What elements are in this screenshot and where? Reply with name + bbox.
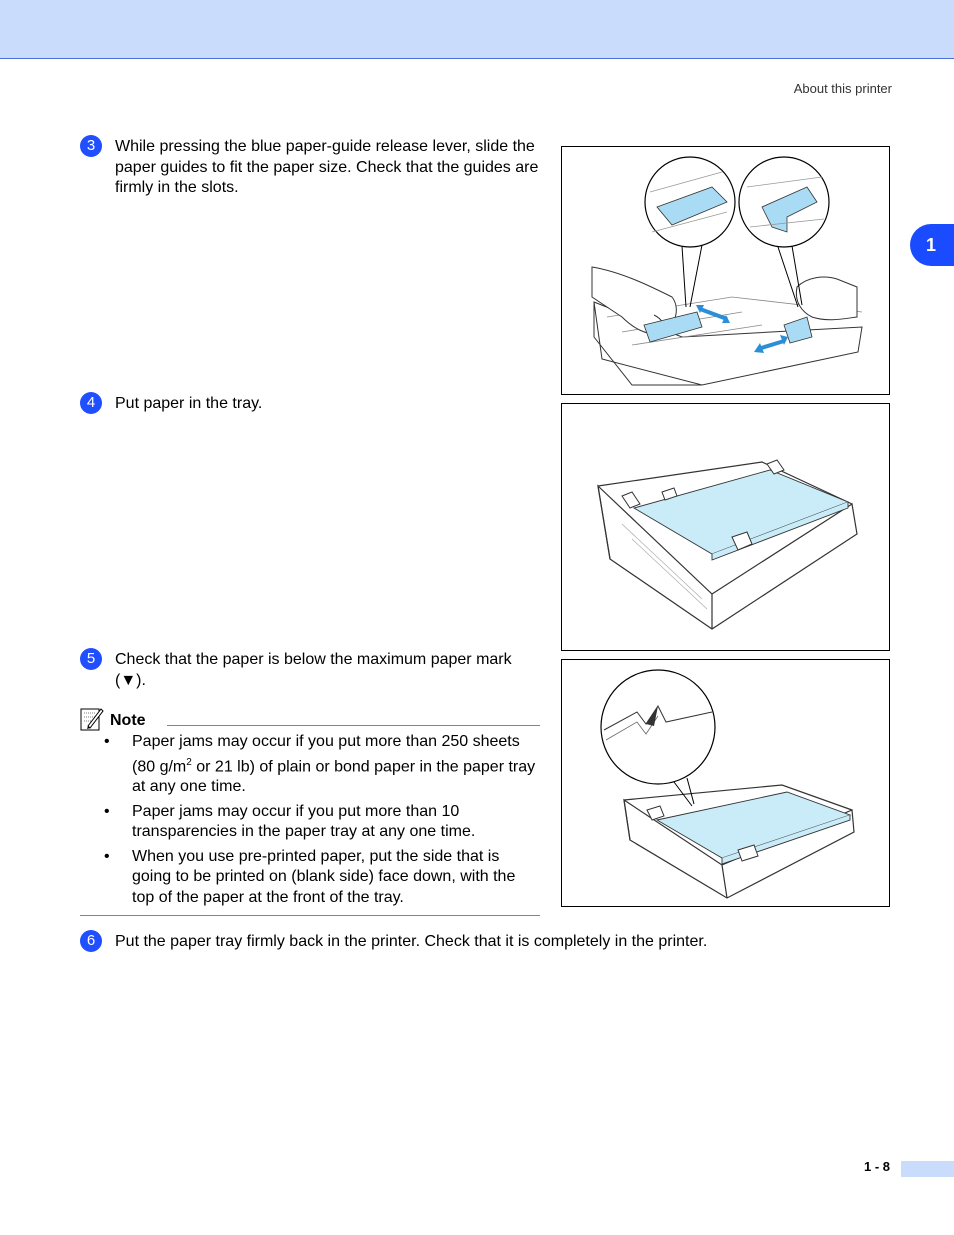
step-3-number: 3 [80,135,102,157]
note-label: Note [110,712,146,729]
step-6-text: Put the paper tray firmly back in the printer. Check that it is completely in the printer. [115,933,708,950]
note-end-rule [80,915,540,916]
note-rule [167,725,540,726]
running-head: About this printer [793,81,892,96]
step-3-text: While pressing the blue paper-guide release lever, slide the paper guides to fit the paper size. Check that the guides are firmly in the slots. [115,138,539,196]
paper-guide-figure [561,146,890,395]
header-band [0,0,954,59]
bullet-dot: • [104,802,110,820]
note-bullet-3 [80,847,540,909]
note-pencil-icon [80,706,104,732]
note-bullet-1-text-end: or 21 lb) of plain or bond paper in the paper tray at any one time. [132,757,536,796]
step-4-number: 4 [80,392,102,414]
note-bullet-2-text: Paper jams may occur if you put more than 10 transparencies in the paper tray at any one time. [132,802,476,841]
superscript: 2 [186,756,192,768]
note-bullet-1 [80,732,540,798]
bullet-dot: • [104,733,110,750]
note-header [80,706,540,732]
max-paper-mark-figure [561,659,890,907]
step-4-text: Put paper in the tray. [115,395,263,412]
paper-in-tray-figure [561,403,890,651]
note-bullet-1-text-start: Paper jams may occur if you put more than 250 sheets (80 g/m [132,733,520,775]
step-6-number: 6 [80,930,102,952]
footer-block [901,1161,954,1177]
page-number: 1 - 8 [864,1159,891,1174]
bullet-dot: • [104,847,110,865]
step-5-text: Check that the paper is below the maximum paper mark (▼). [115,651,512,689]
chapter-tab: 1 [910,224,954,266]
step-5-number: 5 [80,648,102,670]
note-bullet-2 [80,802,540,843]
note-bullets [80,732,540,912]
note-bullet-3-text: When you use pre-printed paper, put the side that is going to be printed on (blank side) face down, with the top of the paper at the front of the tray. [132,847,516,906]
